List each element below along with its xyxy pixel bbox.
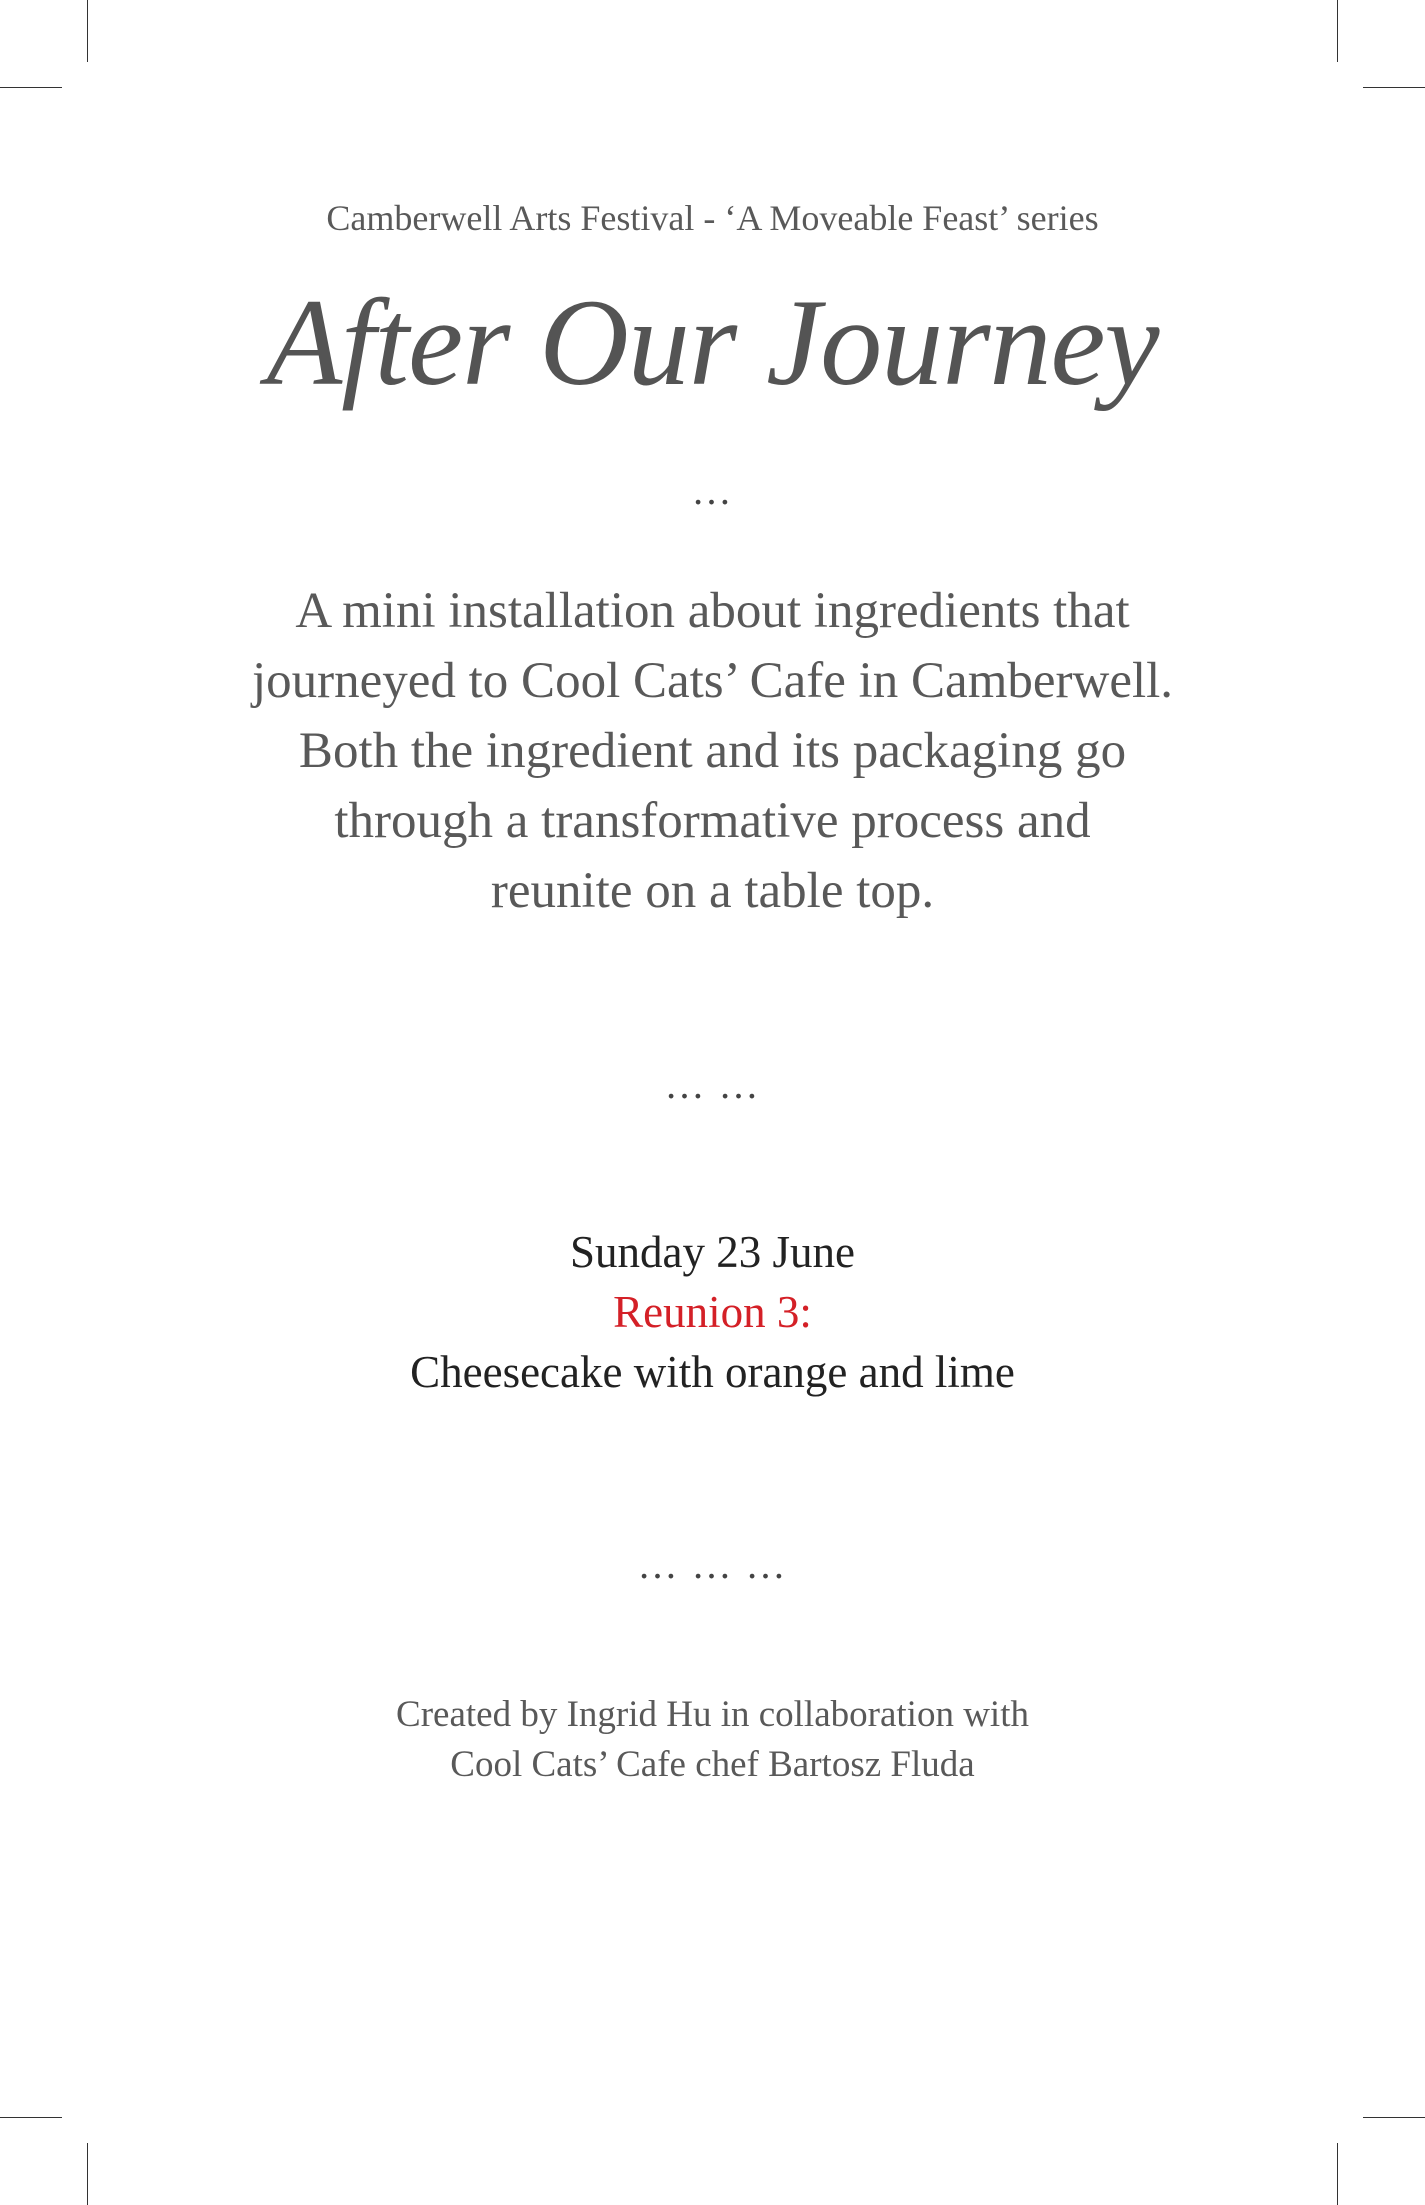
credit-line: Created by Ingrid Hu in collaboration with [396, 1694, 1029, 1735]
event-date: Sunday 23 June [570, 1227, 855, 1277]
description-line: reunite on a table top. [490, 863, 935, 919]
series-subtitle: Camberwell Arts Festival - ‘A Moveable Feast’ series [326, 198, 1099, 238]
credit-line: Cool Cats’ Cafe chef Bartosz Fluda [450, 1744, 975, 1785]
event-details [0, 1222, 1425, 1402]
crop-mark-top-right-horizontal [1363, 87, 1425, 88]
crop-mark-bottom-left-horizontal [0, 2117, 62, 2118]
separator-first: … [691, 468, 734, 513]
crop-mark-bottom-right-vertical [1337, 2143, 1338, 2205]
separator-second: … … [664, 1062, 761, 1107]
crop-mark-top-left-vertical [87, 0, 88, 62]
description-line: through a transformative process and [334, 793, 1091, 849]
page-title: After Our Journey [266, 274, 1159, 411]
event-reunion-label: Reunion 3: [613, 1287, 812, 1337]
separator-third: … … … [637, 1542, 788, 1587]
crop-mark-top-left-horizontal [0, 87, 62, 88]
description-line: A mini installation about ingredients that [295, 583, 1130, 639]
event-dish: Cheesecake with orange and lime [410, 1347, 1015, 1397]
crop-mark-top-right-vertical [1337, 0, 1338, 62]
description-line: journeyed to Cool Cats’ Cafe in Camberwell. [251, 653, 1174, 709]
description [0, 576, 1425, 926]
credit [0, 1690, 1425, 1790]
crop-mark-bottom-right-horizontal [1363, 2117, 1425, 2118]
description-line: Both the ingredient and its packaging go [298, 723, 1127, 779]
crop-mark-bottom-left-vertical [87, 2143, 88, 2205]
